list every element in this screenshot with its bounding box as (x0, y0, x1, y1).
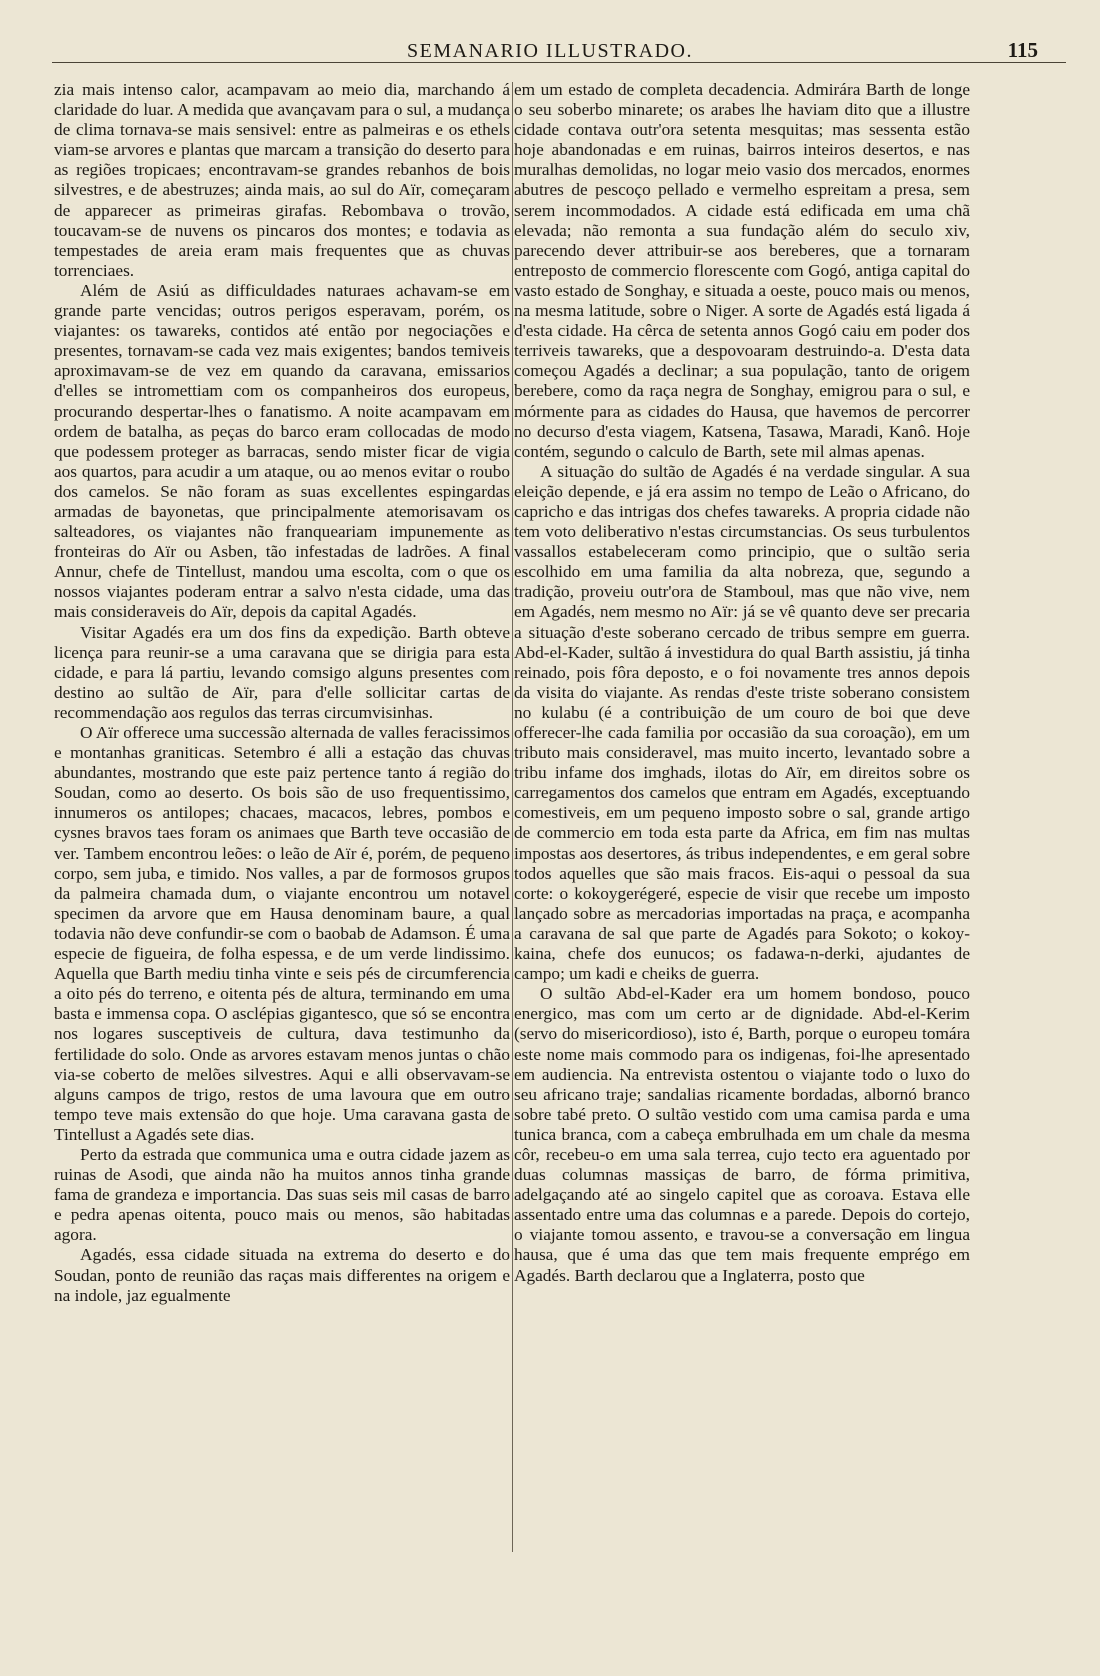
page-number: 115 (1007, 38, 1038, 62)
paragraph: Perto da estrada que communica uma e outra cidade jazem as ruinas de Asodi, que ainda não ha muitos annos tinha grande fama de grandeza e importancia. Das suas seis mil casas de barro e pedra apenas oitenta, pouco mais ou menos, são habitadas agora. (54, 1144, 510, 1245)
running-title: SEMANARIO ILLUSTRADO. (407, 40, 693, 62)
column-divider (512, 82, 513, 1552)
paragraph: O Aïr offerece uma successão alternada de valles feracissimos e montanhas graniticas. Setembro é alli a estação das chuvas abundantes, mostrando que este paiz pertence tanto á região do Soudan, como ao deserto. Os bois são de uso frequentissimo, innumeros os antilopes; chacaes, macacos, lebres, pombos e cysnes bravos taes foram os animaes que Barth teve occasião de ver. Tambem encontrou leões: o leão de Aïr é, porém, de pequeno corpo, sem juba, e timido. Nos valles, a par de formosos grupos da palmeira chamada dum, o viajante encontrou um notavel specimen da arvore que em Hausa denominam baure, a qual todavia não deve confundir-se com o baobab de Adamson. É uma especie de figueira, de folha espessa, e de um verde lindissimo. Aquella que Barth mediu tinha vinte e seis pés de circumferencia a oito pés do terreno, e oitenta pés de altura, terminando em uma basta e immensa copa. O asclépias gigantesco, que só se encontra nos logares susceptiveis de cultura, dava testimunho da fertilidade do solo. Onde as arvores estavam menos juntas o chão via-se coberto de melões silvestres. Aqui e alli observavam-se alguns campos de trigo, restos de uma lavoura que em outro tempo teve mais extensão do que hoje. Uma caravana gasta de Tintellust a Agadés sete dias. (54, 723, 510, 1144)
right-column (514, 80, 970, 1286)
header-rule (52, 62, 1066, 63)
paragraph: Agadés, essa cidade situada na extrema do deserto e do Soudan, ponto de reunião das raças mais differentes na origem e na indole, jaz egualmente (54, 1245, 510, 1305)
paragraph: Visitar Agadés era um dos fins da expedição. Barth obteve licença para reunir-se a uma caravana que se dirigia para esta cidade, e para lá partiu, levando comsigo alguns presentes com destino ao sultão de Aïr, para d'elle sollicitar cartas de recommendação aos regulos das terras circumvisinhas. (54, 622, 510, 722)
paragraph: zia mais intenso calor, acampavam ao meio dia, marchando á claridade do luar. A medida que avançavam para o sul, a mudança de clima tornava-se mais sensivel: entre as palmeiras e os ethels viam-se arvores e plantas que marcam a transição do deserto para as regiões tropicaes; encontravam-se grandes rebanhos de bois silvestres, e de abestruzes; ainda mais, ao sul do Aïr, começaram de apparecer as primeiras girafas. Rebombava o trovão, toucavam-se de nuvens os pincaros dos montes; e todavia as tempestades de areia eram mais frequentes que as chuvas torrenciaes. (54, 80, 510, 280)
paragraph: Além de Asiú as difficuldades naturaes achavam-se em grande parte vencidas; outros perigos esperavam, porém, os viajantes: os tawareks, contidos até então por negociações e presentes, tornavam-se cada vez mais exigentes; bandos temiveis aproximavam-se de vez em quando da caravana, emissarios d'elles se intromettiam com os companheiros dos europeus, procurando despertar-lhes o fanatismo. A noite acampavam em ordem de batalha, as peças do barco eram collocadas de modo que podessem proteger as barracas, sendo mister ficar de vigia aos quartos, para acudir a um ataque, ou ao menos evitar o roubo dos camelos. Se não foram as suas excellentes espingardas armadas de bayonetas, que principalmente atemorisavam os salteadores, os viajantes não franqueariam impunemente as fronteiras do Aïr ou Asben, tão infestadas de ladrões. A final Annur, chefe de Tintellust, mandou uma escolta, com o que os nossos viajantes poderam entrar a salvo n'esta cidade, uma das mais consideraveis do Aïr, depois da capital Agadés. (54, 280, 510, 622)
paragraph: O sultão Abd-el-Kader era um homem bondoso, pouco energico, mas com um certo ar de dignidade. Abd-el-Kerim (servo do misericordioso), isto é, Barth, porque o europeu tomára este nome mais commodo para os indigenas, foi-lhe apresentado em audiencia. Na entrevista ostentou o viajante todo o luxo do seu africano traje; sandalias ricamente bordadas, albornó branco sobre tabé preto. O sultão vestido com uma camisa parda e uma tunica branca, com a cabeça embrulhada em um chale da mesma côr, recebeu-o em uma sala terrea, cujo tecto era aguentado por duas columnas massiças de barro, de fórma primitiva, adelgaçando até ao singelo capitel que as coroava. Estava elle assentado entre uma das columnas e a parede. Depois do cortejo, o viajante tomou assento, e travou-se a conversação em lingua hausa, que é uma das que tem mais frequente emprégo em Agadés. Barth declarou que a Inglaterra, posto que (514, 984, 970, 1285)
paragraph: em um estado de completa decadencia. Admirára Barth de longe o seu soberbo minarete; os arabes lhe haviam dito que a illustre cidade contava outr'ora setenta mesquitas; mas sessenta estão hoje abandonadas e em ruinas, bairros inteiros desertos, e nas muralhas demolidas, no logar meio vasio dos mercados, enormes abutres de pescoço pellado e vermelho espreitam a presa, sem serem incommodados. A cidade está edificada em uma chã elevada; não remonta a sua fundação além do seculo xiv, parecendo dever attribuir-se aos bereberes, que a tornaram entreposto de commercio florescente com Gogó, antiga capital do vasto estado de Songhay, e situada a oeste, pouco mais ou menos, na mesma latitude, sobre o Niger. A sorte de Agadés está ligada á d'esta cidade. Ha cêrca de setenta annos Gogó caiu em poder dos terriveis tawareks, que a despovoaram destruindo-a. D'esta data começou Agadés a declinar; a sua população, tanto de origem berebere, como da raça negra de Songhay, emigrou para o sul, e mórmente para as cidades do Hausa, que havemos de percorrer no decurso d'esta viagem, Katsena, Tasawa, Maradi, Kanô. Hoje contém, segundo o calculo de Barth, sete mil almas apenas. (514, 80, 970, 461)
paragraph: A situação do sultão de Agadés é na verdade singular. A sua eleição depende, e já era assim no tempo de Leão o Africano, do capricho e das intrigas dos chefes tawareks. A propria cidade não tem voto deliberativo n'estas circumstancias. Os seus turbulentos vassallos estabeleceram como principio, que o sultão seria escolhido em uma familia da alta nobreza, que, segundo a tradição, proveiu outr'ora de Stamboul, mas que não vive, nem em Agadés, nem mesmo no Aïr: já se vê quanto deve ser precaria a situação d'este soberano cercado de tribus sempre em guerra. Abd-el-Kader, sultão á investidura do qual Barth assistiu, já tinha reinado, pois fôra deposto, e o foi novamente tres annos depois da visita do viajante. As rendas d'este triste soberano consistem no kulabu (é a contribuição de um couro de boi que deve offerecer-lhe cada familia por occasião da sua coroação), em um tributo mais consideravel, mas muito incerto, levantado sobre a tribu infame dos imghads, ilotas do Aïr, em direitos sobre os carregamentos dos camelos que entram em Agadés, exceptuando comestiveis, em um pequeno imposto sobre o sal, grande artigo de commercio em toda esta parte da Africa, em fim nas multas impostas aos desertores, ás tribus independentes, e em geral sobre todos aquelles que são mais fracos. Eis-aqui o pessoal da sua corte: o kokoygerégeré, especie de visir que recebe um imposto lançado sobre as mercadorias importadas na praça, e acompanha a caravana de sal que parte de Agadés para Sokoto; o kokoy-kaina, chefe dos eunucos; os fadawa-n-derki, ajudantes de campo; um kadi e cheiks de guerra. (514, 461, 970, 984)
left-column (54, 80, 510, 1306)
